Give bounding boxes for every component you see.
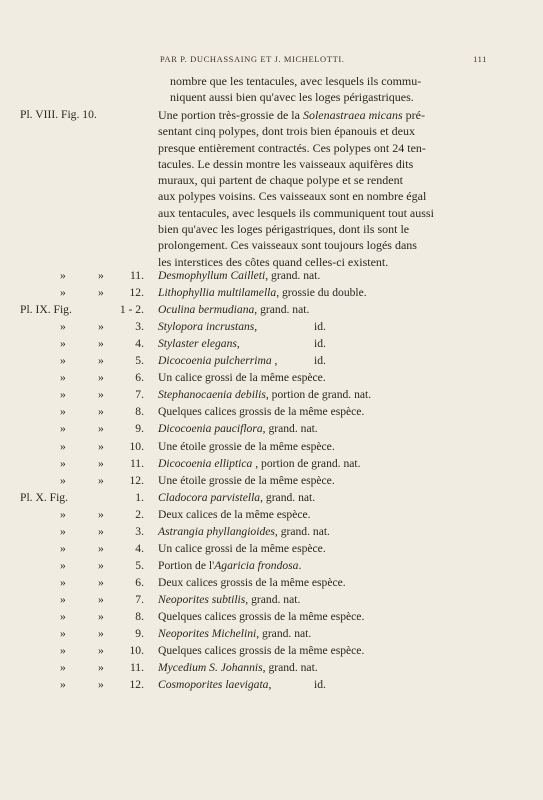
figure-entry [0,643,543,659]
figure-number: 2. [135,507,144,521]
caption-text: Deux calices grossis de la même espèce. [158,575,346,589]
figure-number: 6. [135,575,144,589]
ditto-mark: » [60,592,66,606]
figure-number: 6. [135,371,144,385]
figure-entry [0,575,543,591]
figure-entry [0,370,543,386]
ditto-mark: » [98,405,104,419]
figure-caption [158,285,508,301]
ditto-mark: » [60,473,66,487]
ditto-mark: » [60,337,66,351]
ditto-mark: » [98,524,104,538]
figure-caption [158,473,508,489]
figure-entry [0,524,543,540]
figure-entry [0,456,543,472]
figure-number: 12. [129,473,144,487]
caption-text: Un calice grossi de la même espèce. [158,541,326,555]
caption-text: , grand. nat. [274,524,330,538]
figure-number: 7. [135,592,144,606]
fig10-line: bien qu'avec les loges périgastriques, dont ils sont le [158,222,410,237]
ditto-mark: » [60,610,66,623]
ditto-mark: » [98,439,104,453]
species-name: Mycedium S. Johannis [158,661,263,675]
figure-number: 11. [129,661,144,675]
figure-number: 4. [135,337,144,351]
ditto-mark: » [98,610,104,623]
figure-number: 3. [135,320,144,334]
continuation-line-2: niquent aussi bien qu'avec les loges périgastriques. [170,90,414,104]
figure-entry [0,336,543,352]
ditto-mark: » [98,627,104,641]
fig10-line: les interstices des côtes quand celles-ci existent. [158,254,389,269]
ditto-mark: » [60,507,66,521]
figure-entry [0,660,543,676]
figure-entry [0,268,543,284]
figure-caption [158,387,508,403]
ditto-mark: » [60,456,66,470]
ditto-mark: » [60,388,66,402]
ditto-mark: » [60,541,66,555]
figure-caption [158,677,508,693]
caption-text: , portion de grand. nat. [265,388,372,402]
ditto-mark: » [98,269,104,282]
ditto-mark: » [98,507,104,521]
caption-text: Une étoile grossie de la même espèce. [158,439,335,453]
figure-caption [158,319,508,335]
caption-text: Deux calices de la même espèce. [158,507,311,521]
figure-caption [158,626,508,642]
plate-viii-fig-10 [0,107,543,267]
caption-text: Quelques calices grossis de la même espèce. [158,405,365,419]
caption-text: , grand. nat. [245,592,301,606]
caption-text: , grossie du double. [276,286,367,300]
fig10-line: tacules. Le dessin montre les vaisseaux aquifères dits [158,156,414,171]
ditto-mark: » [60,661,66,675]
figure-caption [158,404,508,420]
species-name: Agaricia frondosa [214,558,299,572]
caption-text: , grand. nat. [260,490,316,504]
ditto-mark: » [60,371,66,385]
figure-caption [158,490,508,506]
caption-text: , [271,354,278,368]
figure-caption [158,541,508,557]
figure-number: 8. [135,610,144,623]
idem-mark: id. [314,320,326,334]
figure-number: 7. [135,388,144,402]
figure-number: 12. [129,286,144,300]
ditto-mark: » [60,627,66,641]
figure-caption [158,421,508,437]
ditto-mark: » [60,286,66,300]
figure-caption [158,660,508,676]
caption-text: Portion de l' [158,558,215,572]
figure-number: 9. [135,422,144,436]
figure-number: 1 - 2. [119,303,144,317]
caption-text: , grand. nat. [256,627,312,641]
species-name: Stylopora incrustans [158,320,255,334]
ditto-mark: » [98,473,104,487]
page-number: 111 [473,54,487,64]
idem-mark: id. [314,678,326,692]
figure-number: 8. [135,405,144,419]
ditto-mark: » [60,439,66,453]
figure-entry [0,473,543,489]
figure-number: 12. [129,678,144,692]
figure-caption [158,524,508,540]
ditto-mark: » [98,320,104,334]
species-name: Neoporites Michelini [158,627,257,641]
ditto-mark: » [98,371,104,385]
caption-text: Un calice grossi de la même espèce. [158,371,326,385]
ditto-mark: » [60,524,66,538]
figure-entry [0,558,543,574]
figure-caption [158,507,508,523]
caption-text: , grand. nat. [262,422,318,436]
figure-caption [158,592,508,608]
figure-number: 3. [135,524,144,538]
plate-label: Pl. IX. Fig. [20,303,72,317]
caption-text: , [268,678,272,692]
ditto-mark: » [98,678,104,692]
ditto-mark: » [98,337,104,351]
ditto-mark: » [60,354,66,368]
running-header [160,54,487,64]
figure-caption [158,456,508,472]
ditto-mark: » [98,661,104,675]
ditto-mark: » [60,422,66,436]
figure-caption [158,353,508,369]
idem-mark: id. [314,337,326,351]
caption-text: , [236,337,240,351]
figure-caption [158,558,508,574]
caption-text: Quelques calices grossis de la même espèce. [158,610,365,623]
continuation-line-1: nombre que les tentacules, avec lesquels ils commu- [170,74,422,88]
fig10-line: muraux, qui partent de chaque polype et se rendent [158,173,403,188]
caption-text: , portion de grand. nat. [252,456,361,470]
figure-entry [0,302,543,318]
figure-entry [0,387,543,403]
figure-caption [158,302,508,318]
figure-caption [158,268,508,284]
figure-entry [0,592,543,608]
caption-text: , grand. nat. [254,303,310,317]
figure-number: 11. [129,269,144,282]
ditto-mark: » [98,592,104,606]
caption-text: , [254,320,258,334]
figure-entry [0,626,543,642]
figure-entry [0,421,543,437]
species-name: Cladocora parvistella [158,490,261,504]
figure-entry [0,439,543,455]
species-name: Lithophyllia multilamella [158,286,277,300]
figure-number: 4. [135,541,144,555]
caption-text: , grand. nat. [265,269,321,282]
species-name: Dicocoenia pulcherrima [158,354,272,368]
fig10-line: aux tentacules, avec lesquels ils communiquent tout aussi [158,205,434,220]
fig10-line: aux polypes voisins. Ces vaisseaux sont en nombre égal [158,189,427,204]
figure-number: 10. [129,439,144,453]
caption-text: Une étoile grossie de la même espèce. [158,473,335,487]
fig10-line-0: Une portion très-grossie de la Solenastraea micans pré- [158,108,425,122]
running-title: PAR P. DUCHASSAING ET J. MICHELOTTI. [160,54,345,64]
fig10-line: sentant cinq polypes, dont trois bien épanouis et deux [158,124,415,139]
plate-label: Pl. X. Fig. [20,490,68,504]
ditto-mark: » [98,558,104,572]
fig10-description [158,107,501,270]
figure-entry [0,353,543,369]
figure-entry [0,404,543,420]
caption-text: , grand. nat. [262,661,318,675]
species-name: Astrangia phyllangioides [158,524,275,538]
ditto-mark: » [98,388,104,402]
figure-number: 5. [135,354,144,368]
ditto-mark: » [98,456,104,470]
figure-caption [158,370,508,386]
caption-text: Quelques calices grossis de la même espèce. [158,644,365,658]
fig10-line: presque entièrement contractés. Ces polypes ont 24 ten- [158,140,426,155]
ditto-mark: » [98,541,104,555]
ditto-mark: » [98,575,104,589]
figure-caption [158,575,508,591]
species-name: Cosmoporites laevigata [158,678,269,692]
figure-number: 5. [135,558,144,572]
figure-number: 10. [129,644,144,658]
species-name: Dicocoenia elliptica [158,456,253,470]
ditto-mark: » [98,286,104,300]
ditto-mark: » [60,320,66,334]
ditto-mark: » [60,644,66,658]
figure-entry [0,490,543,506]
ditto-mark: » [60,558,66,572]
figure-number: 1. [135,490,144,504]
species-name: Desmophyllum Cailleti [158,269,266,282]
ditto-mark: » [98,354,104,368]
figure-entry [0,677,543,693]
ditto-mark: » [60,405,66,419]
fig10-lines [158,123,501,270]
figure-caption [158,439,508,455]
figure-caption [158,643,508,659]
species-name: Neoporites subtilis [158,592,246,606]
figure-caption [158,609,508,625]
figure-entry [0,285,543,301]
caption-text: . [298,558,302,572]
ditto-mark: » [60,575,66,589]
species-name: Oculina bermudiana [158,303,255,317]
ditto-mark: » [60,678,66,692]
idem-mark: id. [314,354,326,368]
species-name: Stylaster elegans [158,337,237,351]
ditto-mark: » [60,269,66,282]
figure-number: 11. [129,456,144,470]
figure-entry [0,319,543,335]
figure-caption [158,336,508,352]
figure-number: 9. [135,627,144,641]
ditto-mark: » [98,644,104,658]
figure-entry [0,507,543,523]
ditto-mark: » [98,422,104,436]
figure-entry [0,541,543,557]
figure-entry [0,609,543,625]
species-name: Stephanocaenia debilis [158,388,266,402]
fig10-line: prolongement. Ces vaisseaux sont toujours logés dans [158,238,417,253]
species-name: Dicocoenia pauciflora [158,422,263,436]
plate-label: Pl. VIII. Fig. 10. [20,108,97,121]
